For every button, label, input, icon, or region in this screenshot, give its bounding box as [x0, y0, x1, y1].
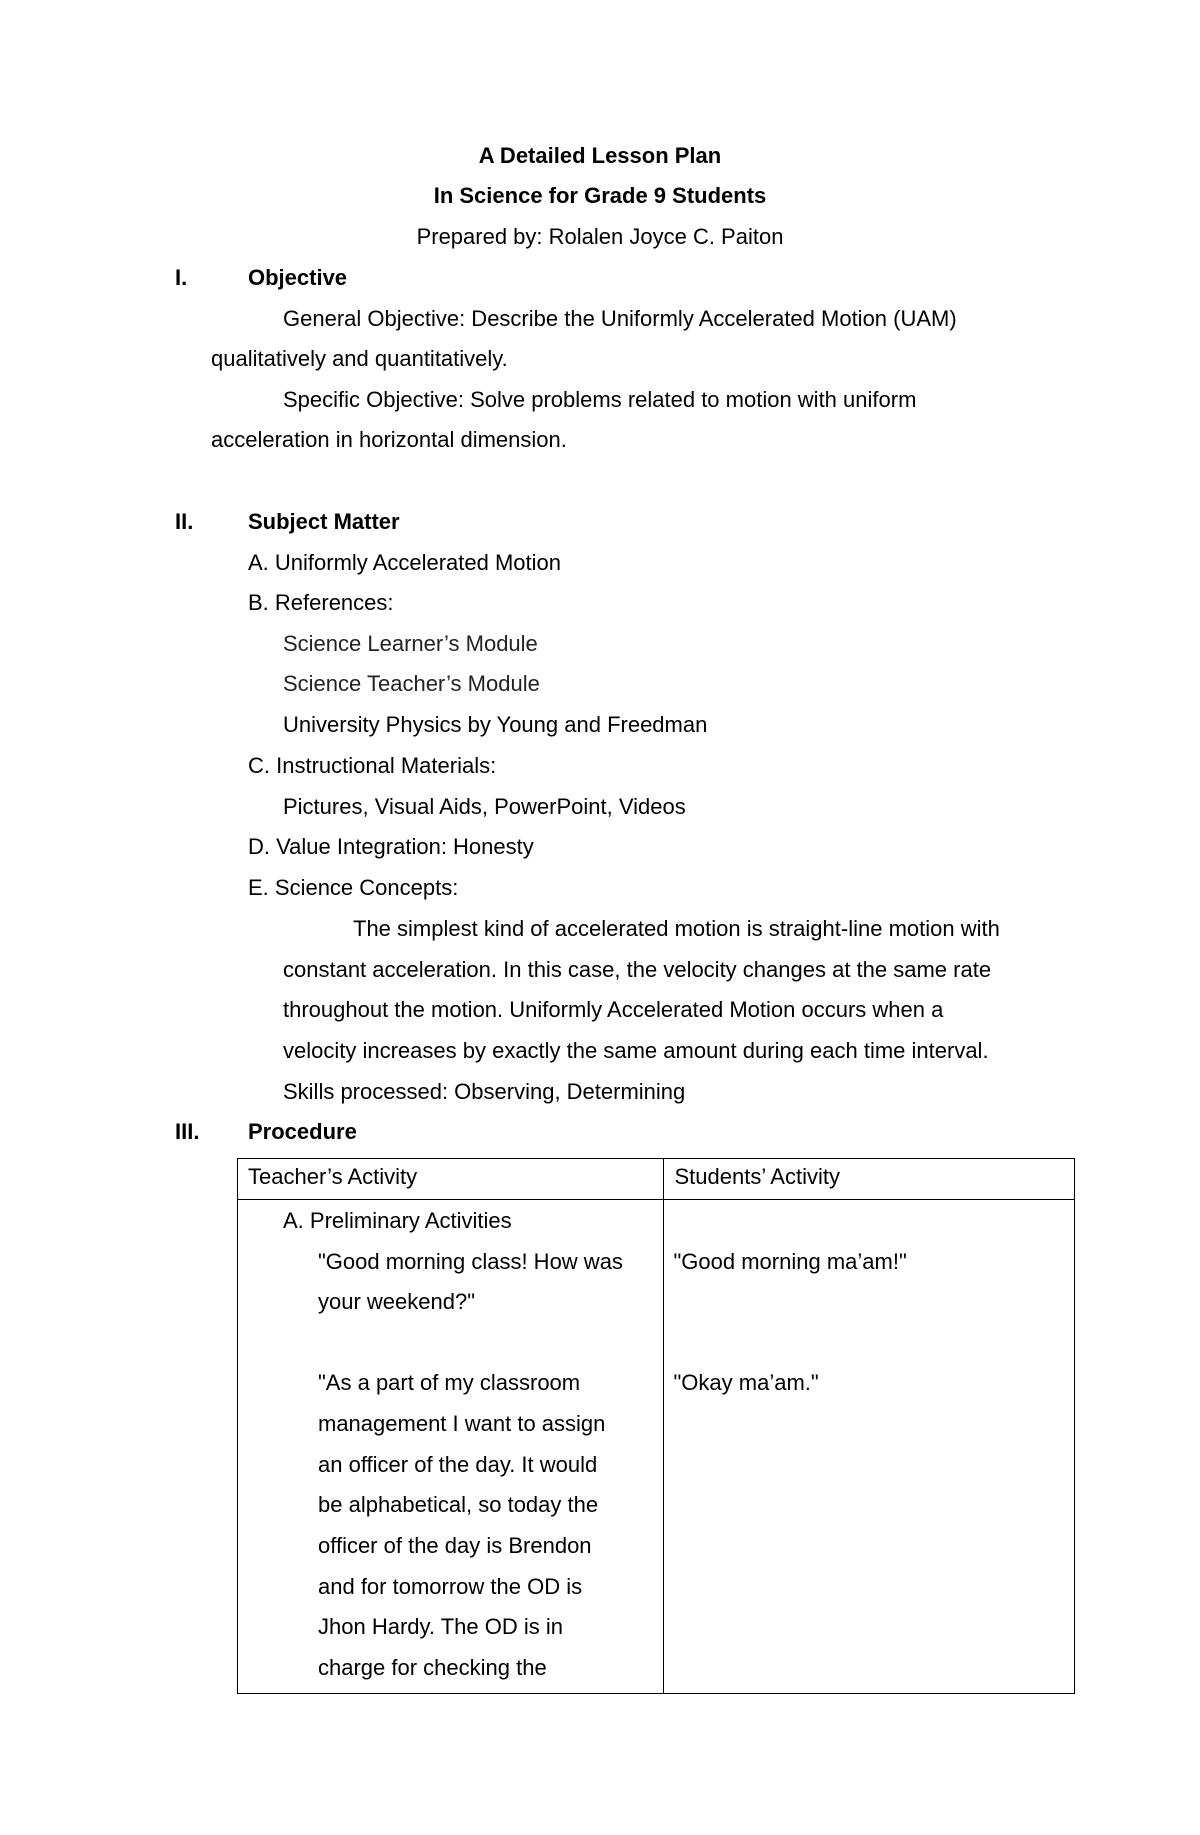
section-3-number: III.: [175, 1119, 200, 1144]
teacher-line: and for tomorrow the OD is: [318, 1574, 583, 1599]
subject-item-d: D. Value Integration: Honesty: [248, 834, 534, 859]
teacher-line: officer of the day is Brendon: [318, 1533, 592, 1558]
section-1-title: Objective: [248, 265, 348, 290]
section-3-title: Procedure: [248, 1119, 357, 1144]
reference-1: Science Learner’s Module: [283, 631, 538, 656]
section-2-number: II.: [175, 509, 194, 534]
teacher-line: management I want to assign: [318, 1411, 606, 1436]
reference-3: University Physics by Young and Freedman: [283, 712, 708, 737]
students-activity-cell: [664, 1200, 1075, 1694]
subject-item-c: C. Instructional Materials:: [248, 753, 497, 778]
students-activity-header: Students’ Activity: [664, 1159, 1075, 1200]
student-line: "Okay ma’am.": [673, 1370, 819, 1395]
prepared-by: Prepared by: Rolalen Joyce C. Paiton: [416, 224, 784, 249]
teacher-line: your weekend?": [318, 1289, 476, 1314]
general-objective-line-2: qualitatively and quantitatively.: [211, 346, 508, 371]
teacher-line: be alphabetical, so today the: [318, 1492, 599, 1517]
teacher-activity-header: Teacher’s Activity: [238, 1159, 664, 1200]
teacher-activity-cell: [238, 1200, 664, 1694]
preliminary-activities-heading: A. Preliminary Activities: [283, 1208, 512, 1233]
procedure-table: [237, 1158, 1075, 1694]
instructional-materials: Pictures, Visual Aids, PowerPoint, Videos: [283, 794, 686, 819]
general-objective-line-1: General Objective: Describe the Uniformly Accelerated Motion (UAM): [283, 306, 957, 331]
science-concept-line-3: throughout the motion. Uniformly Accelerated Motion occurs when a: [283, 997, 944, 1022]
reference-2: Science Teacher’s Module: [283, 671, 540, 696]
science-concept-line-4: velocity increases by exactly the same amount during each time interval.: [283, 1038, 989, 1063]
document-subtitle: In Science for Grade 9 Students: [433, 183, 767, 208]
teacher-line: Jhon Hardy. The OD is in: [318, 1614, 563, 1639]
table-row: [238, 1200, 1075, 1694]
teacher-line: charge for checking the: [318, 1655, 547, 1680]
student-line: "Good morning ma’am!": [673, 1249, 907, 1274]
subject-item-e: E. Science Concepts:: [248, 875, 459, 900]
science-concept-line-1: The simplest kind of accelerated motion is straight-line motion with: [353, 916, 1000, 941]
specific-objective-line-1: Specific Objective: Solve problems related to motion with uniform: [283, 387, 917, 412]
subject-item-b: B. References:: [248, 590, 394, 615]
section-1-number: I.: [175, 265, 188, 290]
teacher-line: "Good morning class! How was: [318, 1249, 623, 1274]
specific-objective-line-2: acceleration in horizontal dimension.: [211, 427, 567, 452]
science-concept-line-2: constant acceleration. In this case, the velocity changes at the same rate: [283, 957, 992, 982]
section-2-title: Subject Matter: [248, 509, 400, 534]
table-header-row: [238, 1159, 1075, 1200]
teacher-line: "As a part of my classroom: [318, 1370, 581, 1395]
skills-processed: Skills processed: Observing, Determining: [283, 1079, 686, 1104]
subject-item-a: A. Uniformly Accelerated Motion: [248, 550, 562, 575]
document-title: A Detailed Lesson Plan: [478, 143, 722, 168]
teacher-line: an officer of the day. It would: [318, 1452, 598, 1477]
